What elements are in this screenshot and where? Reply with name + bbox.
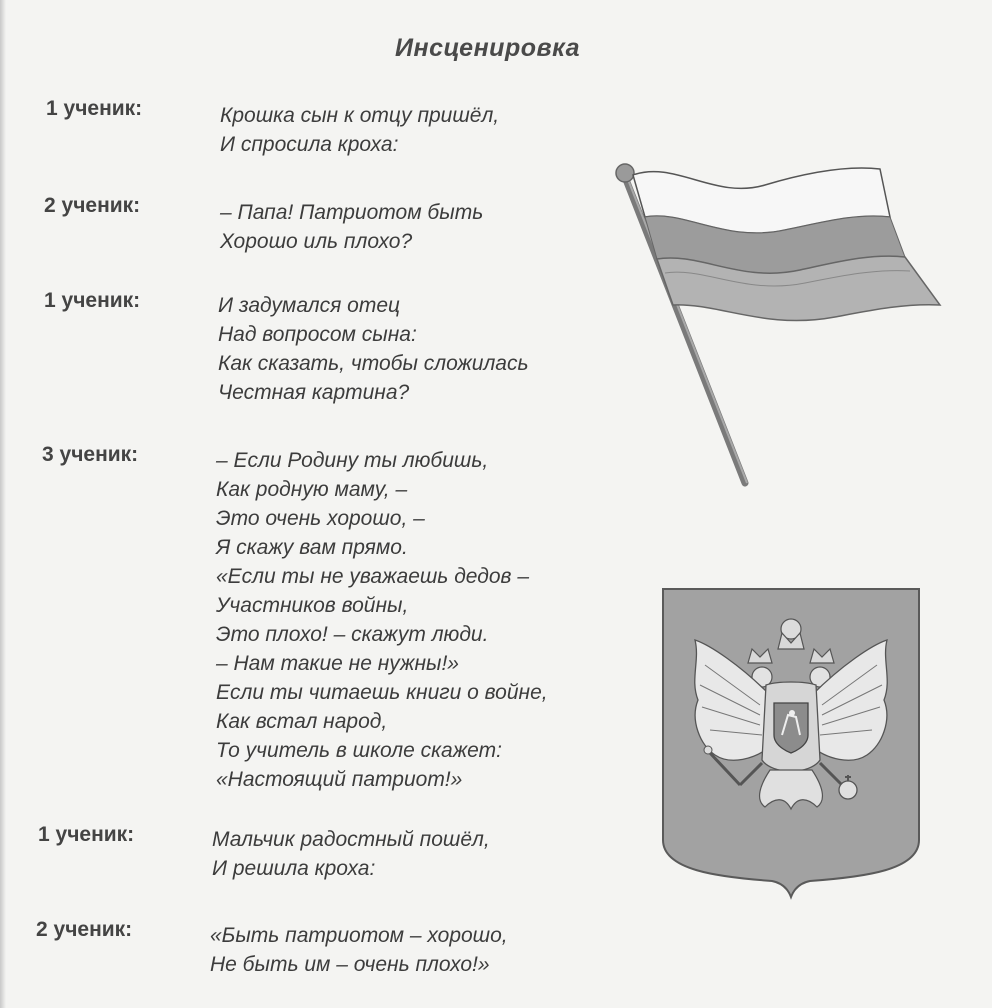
speaker-label: 1 ученик: (46, 97, 143, 120)
speaker-label: 2 ученик: (44, 194, 141, 217)
verse-line: Как родную маму, – (216, 478, 408, 501)
verse-line: Мальчик радостный пошёл, (212, 828, 490, 851)
verse-line: Честная картина? (218, 381, 410, 404)
verse-line: Участников войны, (216, 594, 409, 617)
verse-line: Это очень хорошо, – (216, 507, 425, 530)
verse-block (210, 921, 508, 979)
verse-line: – Нам такие не нужны!» (216, 652, 459, 675)
verse-line: Это плохо! – скажут люди. (216, 623, 489, 646)
russian-flag-icon (605, 155, 950, 500)
scan-edge (0, 0, 6, 1008)
verse-line: Не быть им – очень плохо!» (210, 953, 490, 976)
speaker-label: 1 ученик: (38, 823, 135, 846)
verse-line: «Быть патриотом – хорошо, (210, 924, 508, 947)
verse-block (220, 198, 483, 256)
speaker-label: 2 ученик: (36, 918, 133, 941)
verse-line: И спросила кроха: (220, 133, 399, 156)
verse-block (218, 291, 529, 407)
verse-line: Хорошо иль плохо? (220, 230, 413, 253)
verse-line: Над вопросом сына: (218, 323, 417, 346)
verse-line: И задумался отец (218, 294, 401, 317)
verse-line: Я скажу вам прямо. (216, 536, 408, 559)
verse-line: – Если Родину ты любишь, (216, 449, 489, 472)
verse-block (216, 446, 548, 794)
verse-line: Как встал народ, (216, 710, 388, 733)
verse-line: Как сказать, чтобы сложилась (218, 352, 529, 375)
verse-line: Если ты читаешь книги о войне, (216, 681, 548, 704)
speaker-label: 3 ученик: (42, 443, 139, 466)
verse-block (220, 101, 499, 159)
verse-line: И решила кроха: (212, 857, 376, 880)
coat-of-arms-icon (660, 585, 922, 900)
verse-line: «Если ты не уважаешь дедов – (216, 565, 530, 588)
verse-line: Крошка сын к отцу пришёл, (220, 104, 500, 127)
verse-block (212, 825, 490, 883)
speaker-label: 1 ученик: (44, 289, 141, 312)
verse-line: – Папа! Патриотом быть (220, 201, 484, 224)
page-title: Инсценировка (395, 34, 580, 62)
verse-line: То учитель в школе скажет: (216, 739, 502, 762)
verse-line: «Настоящий патриот!» (216, 768, 463, 791)
